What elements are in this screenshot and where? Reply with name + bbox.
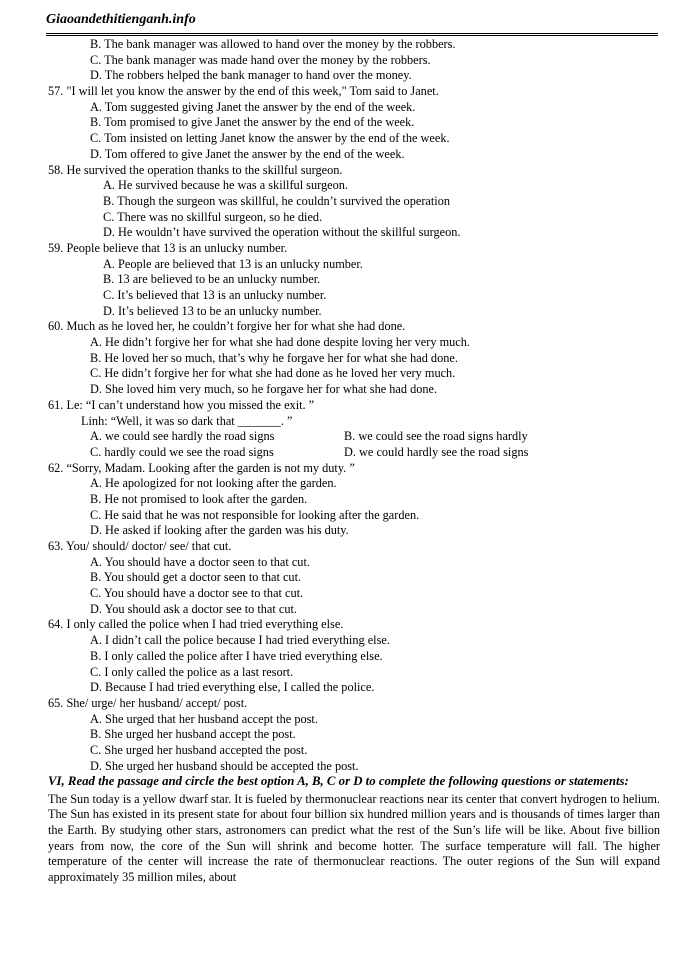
option-65-d: D. She urged her husband should be accepted the post. [90,758,359,773]
option-63-d: D. You should ask a doctor see to that cut. [90,601,297,616]
option-57-d: D. Tom offered to give Janet the answer by the end of the week. [90,146,405,161]
option-64-b: B. I only called the police after I have tried everything else. [90,648,383,663]
section-heading: VI, Read the passage and circle the best option A, B, C or D to complete the following questions or statements: [48,774,629,789]
site-header: Giaoandethitienganh.info [46,12,196,27]
question-61: 61. Le: “I can’t understand how you missed the exit. ” [48,397,315,412]
option-61-c: C. hardly could we see the road signs [90,444,274,459]
option-58-b: B. Though the surgeon was skillful, he couldn’t survived the operation [103,193,450,208]
option-59-b: B. 13 are believed to be an unlucky number. [103,272,321,287]
option-59-c: C. It’s believed that 13 is an unlucky number. [103,288,327,302]
option-row-61-cd [48,445,660,461]
question-61-reply: Linh: “Well, it was so dark that _______. ” [81,413,293,428]
option-d-prev: D. The robbers helped the bank manager to hand over the money. [90,68,412,83]
option-61-d: D. we could hardly see the road signs [344,444,529,459]
option-60-a: A. He didn’t forgive her for what she had done despite loving her very much. [90,335,470,350]
option-59-d: D. It’s believed 13 to be an unlucky number. [103,303,322,318]
option-58-c: C. There was no skillful surgeon, so he died. [103,209,323,224]
option-62-c: C. He said that he was not responsible for looking after the garden. [90,507,420,522]
option-60-d: D. She loved him very much, so he forgave her for what she had done. [90,382,438,397]
question-65: 65. She/ urge/ her husband/ accept/ post. [48,695,248,710]
question-57: 57. "I will let you know the answer by the end of this week," Tom said to Janet. [48,84,439,99]
option-58-a: A. He survived because he was a skillful surgeon. [103,178,348,193]
option-61-b: B. we could see the road signs hardly [344,429,528,444]
option-row-61-ab [48,429,660,445]
option-62-d: D. He asked if looking after the garden was his duty. [90,523,349,538]
question-62: 62. “Sorry, Madam. Looking after the garden is not my duty. ” [48,460,355,475]
option-64-c: C. I only called the police as a last resort. [90,664,294,679]
option-59-a: A. People are believed that 13 is an unlucky number. [103,256,363,271]
option-62-b: B. He not promised to look after the garden. [90,491,308,506]
header-rule [46,33,658,36]
option-64-d: D. Because I had tried everything else, I called the police. [90,680,375,695]
question-58: 58. He survived the operation thanks to the skillful surgeon. [48,162,343,177]
question-63: 63. You/ should/ doctor/ see/ that cut. [48,539,232,553]
question-list [48,37,660,885]
option-62-a: A. He apologized for not looking after the garden. [90,476,337,491]
option-57-b: B. Tom promised to give Janet the answer by the end of the week. [90,115,415,130]
option-c-prev: C. The bank manager was made hand over the money by the robbers. [90,52,431,67]
option-57-a: A. Tom suggested giving Janet the answer by the end of the week. [90,99,416,114]
option-60-b: B. He loved her so much, that’s why he forgave her for what she had done. [90,350,458,365]
option-57-c: C. Tom insisted on letting Janet know the answer by the end of the week. [90,131,450,146]
question-59: 59. People believe that 13 is an unlucky number. [48,240,288,255]
option-65-c: C. She urged her husband accepted the post. [90,742,308,757]
reading-passage: The Sun today is a yellow dwarf star. It is fueled by thermonuclear reactions near its center that convert hydrogen to helium. The Sun has existed in its present state for about four billion six hundred million years and is thousands of times larger than the Earth. By studying other stars, astronomers can predict what the rest of the Sun’s life will be like. About five billion years from now, the core of the Sun will shrink and become hotter. The surface temperature will fall. The higher temperature of the center will increase the rate of thermonuclear reactions. The outer regions of the Sun will expand approximately 35 million miles, about [48,791,660,884]
option-63-b: B. You should get a doctor seen to that cut. [90,570,302,585]
option-65-b: B. She urged her husband accept the post. [90,727,296,742]
option-64-a: A. I didn’t call the police because I had tried everything else. [90,633,390,648]
option-58-d: D. He wouldn’t have survived the operation without the skillful surgeon. [103,225,461,240]
option-63-c: C. You should have a doctor see to that cut. [90,586,304,601]
option-63-a: A. You should have a doctor seen to that cut. [90,554,310,569]
option-60-c: C. He didn’t forgive her for what she had done as he loved her very much. [90,366,456,381]
question-60: 60. Much as he loved her, he couldn’t forgive her for what she had done. [48,319,406,334]
option-b-prev: B. The bank manager was allowed to hand over the money by the robbers. [90,37,456,51]
option-61-a: A. we could see hardly the road signs [90,429,275,444]
question-64: 64. I only called the police when I had tried everything else. [48,617,344,632]
option-65-a: A. She urged that her husband accept the post. [90,711,318,726]
